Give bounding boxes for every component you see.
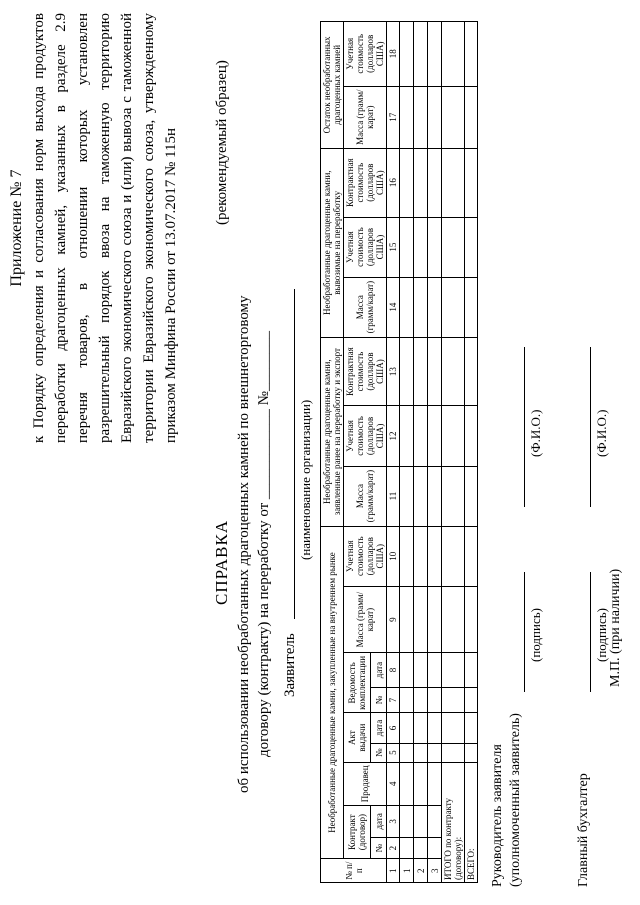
accountant-sign-line — [590, 572, 591, 692]
col-number: 2 — [387, 837, 400, 858]
table-row — [414, 22, 428, 883]
col-header-contract-value-1: Контрактная стоимость (долларов США) — [344, 337, 387, 406]
col-number: 7 — [387, 687, 400, 713]
col-header-seller: Продавец — [344, 762, 387, 805]
col-header-act-no: № — [371, 743, 387, 762]
col-header-statement-no: № — [371, 687, 387, 713]
col-number: 16 — [387, 148, 400, 217]
col-header-contract-value-2: Контрактная стоимость (долларов США) — [344, 148, 387, 217]
col-header-account-3: Учетная стоимость (долларов США) — [344, 217, 387, 277]
col-number: 12 — [387, 406, 400, 466]
col-header-mass-3: Масса (грамм/карат) — [344, 277, 387, 337]
accountant-label: Главный бухгалтер — [576, 773, 591, 887]
annex-block — [6, 13, 182, 443]
col-number: 1 — [387, 859, 400, 883]
signatures-block — [480, 287, 630, 887]
col-number: 10 — [387, 526, 400, 586]
col-number: 18 — [387, 22, 400, 87]
col-header-account-2: Учетная стоимость (долларов США) — [344, 406, 387, 466]
table-row — [400, 22, 414, 883]
applicant-line — [294, 289, 295, 619]
head-label-2: (уполномоченный заявитель) — [508, 713, 523, 887]
col-header-statement: Ведомость комплектации — [344, 653, 371, 713]
col-header-contract: Контракт (договор) — [344, 805, 371, 859]
row-number: 3 — [428, 859, 442, 883]
applicant-label: Заявитель — [282, 633, 298, 697]
col-number: 5 — [387, 743, 400, 762]
col-number: 3 — [387, 805, 400, 837]
table-row — [428, 22, 442, 883]
col-header-mass-4: Масса (грамм/карат) — [344, 86, 387, 148]
head-fio-line — [524, 347, 525, 507]
document-subtitle-1: об использовании необработанных драгоценных камней по внешнеторговому — [236, 295, 252, 793]
col-header-account-4: Учетная стоимость (долларов США) — [344, 22, 387, 87]
org-caption: (наименование организации) — [298, 399, 313, 560]
accountant-fio-line — [590, 347, 591, 507]
col-number: 11 — [387, 466, 400, 526]
col-number: 9 — [387, 586, 400, 653]
col-header-act: Акт выдачи — [344, 713, 371, 762]
sample-note: (рекомендуемый образец) — [214, 60, 230, 225]
col-number: 15 — [387, 217, 400, 277]
col-number: 13 — [387, 337, 400, 406]
annex-text: к Порядку определения и согласования норм выхода продуктов переработки драгоценных камней, указанных в разделе 2.9 перечня товаров, в отношении которых установлен разрешительный порядок ввоза на таможенную территорию Евразийского экономического союза и (или) вывоза с таможенной территории Евразийского экономического союза, утвержденному приказом Минфина России от 13.07.2017 № 115н — [31, 13, 179, 443]
col-header-contract-date: дата — [371, 805, 387, 837]
col-number: 6 — [387, 713, 400, 743]
head-label: Руководитель заявителя — [490, 744, 505, 887]
col-header-act-date: дата — [371, 713, 387, 743]
col-number: 14 — [387, 277, 400, 337]
col-header-mass-2: Масса (грамм/карат) — [344, 466, 387, 526]
group-processing: Необработанные драгоценные камни, вывозимые на переработку — [321, 148, 344, 337]
total-all-row — [465, 22, 478, 883]
accountant-sign-caption: (подпись) — [594, 608, 609, 662]
col-header-contract-no: № — [371, 837, 387, 858]
accountant-fio-caption: (Ф.И.О.) — [594, 409, 609, 457]
document-subtitle-2: договору (контракту) на переработку от ____________ №________ — [256, 331, 272, 757]
col-header-account-1: Учетная стоимость (долларов США) — [344, 526, 387, 586]
row-number: 2 — [414, 859, 428, 883]
col-header-mass-1: Масса (грамм/карат) — [344, 586, 387, 653]
usage-table — [320, 21, 478, 883]
total-contract-row — [442, 22, 465, 883]
col-number: 17 — [387, 86, 400, 148]
head-sign-line — [524, 572, 525, 692]
column-numbers-row — [387, 22, 400, 883]
col-number: 8 — [387, 653, 400, 687]
group-domestic: Необработанные драгоценные камни, закупленные на внутреннем рынке — [321, 526, 344, 859]
col-number: 4 — [387, 762, 400, 805]
total-contract-label: ИТОГО по контракту (договору): — [442, 762, 465, 882]
total-all-label: ВСЕГО: — [465, 762, 478, 882]
group-remainder: Остаток необработанных драгоценных камней — [321, 22, 344, 149]
col-header-statement-date: дата — [371, 653, 387, 687]
row-number: 1 — [400, 859, 414, 883]
document-title: СПРАВКА — [212, 519, 231, 605]
annex-title: Приложение № 7 — [8, 169, 25, 287]
stamp-note: М.П. (при наличии) — [608, 568, 623, 687]
col-header-no: № п/п — [321, 859, 387, 883]
head-sign-caption: (подпись) — [528, 608, 543, 662]
group-export: Необработанные драгоценные камни, заявленные ранее на переработку и экспорт — [321, 337, 344, 526]
head-fio-caption: (Ф.И.О.) — [528, 409, 543, 457]
